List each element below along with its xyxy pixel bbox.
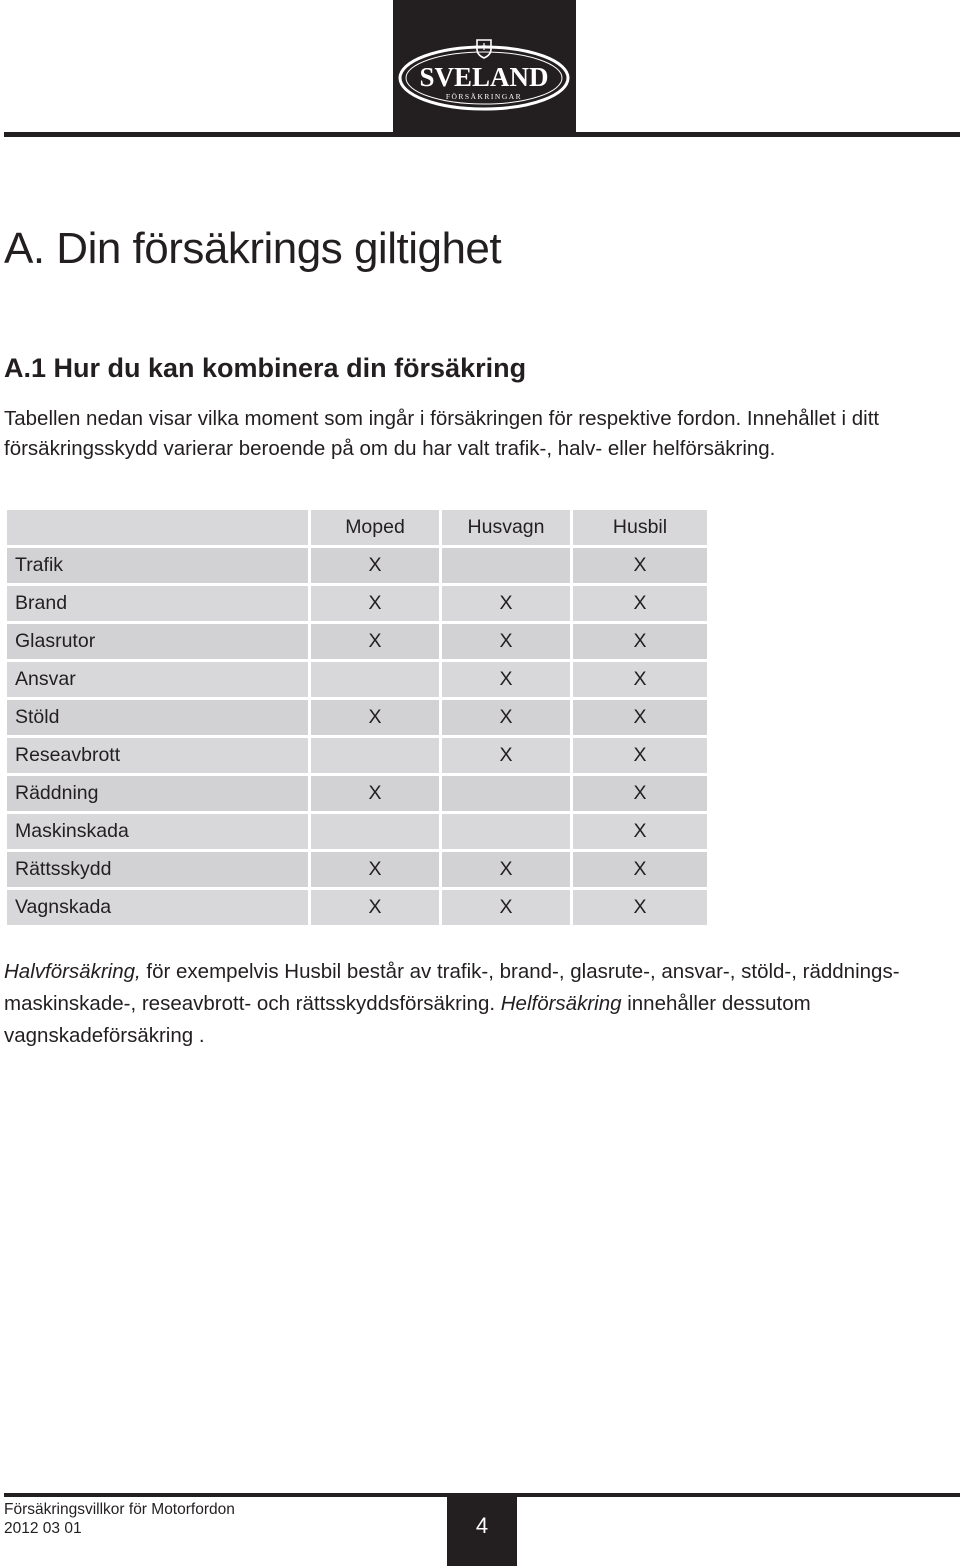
cell-husbil: X bbox=[573, 700, 707, 735]
footer-info bbox=[4, 1500, 235, 1538]
cell-husvagn bbox=[442, 814, 570, 849]
table-row bbox=[7, 662, 707, 697]
table-row bbox=[7, 890, 707, 925]
footer-date: 2012 03 01 bbox=[4, 1520, 82, 1537]
row-label: Brand bbox=[7, 586, 308, 621]
row-label: Maskinskada bbox=[7, 814, 308, 849]
cell-husbil: X bbox=[573, 624, 707, 659]
cell-husbil: X bbox=[573, 890, 707, 925]
table-row bbox=[7, 548, 707, 583]
cell-husvagn bbox=[442, 548, 570, 583]
row-label: Glasrutor bbox=[7, 624, 308, 659]
cell-husbil: X bbox=[573, 662, 707, 697]
cell-moped: X bbox=[311, 586, 439, 621]
table-row bbox=[7, 624, 707, 659]
column-header-husvagn: Husvagn bbox=[442, 510, 570, 545]
cell-moped: X bbox=[311, 700, 439, 735]
row-label: Räddning bbox=[7, 776, 308, 811]
table-row bbox=[7, 852, 707, 887]
cell-husvagn: X bbox=[442, 852, 570, 887]
cell-husvagn: X bbox=[442, 586, 570, 621]
cell-husbil: X bbox=[573, 586, 707, 621]
cell-husbil: X bbox=[573, 738, 707, 773]
row-label: Reseavbrott bbox=[7, 738, 308, 773]
table-row bbox=[7, 586, 707, 621]
logo-subtitle: FÖRSÄKRINGAR bbox=[445, 92, 523, 101]
row-label: Stöld bbox=[7, 700, 308, 735]
note-term-hel: Helförsäkring bbox=[500, 992, 622, 1015]
cell-moped bbox=[311, 814, 439, 849]
page-number: 4 bbox=[447, 1495, 517, 1566]
cell-moped: X bbox=[311, 890, 439, 925]
row-label: Ansvar bbox=[7, 662, 308, 697]
cell-husbil: X bbox=[573, 548, 707, 583]
cell-husvagn: X bbox=[442, 700, 570, 735]
coverage-note bbox=[4, 956, 954, 1052]
header-divider bbox=[4, 132, 960, 137]
note-term-halv: Halvförsäkring, bbox=[4, 960, 141, 983]
column-header-moped: Moped bbox=[311, 510, 439, 545]
table-corner-cell bbox=[7, 510, 308, 545]
note-text-2: innehåller dessutom vagnskadeförsäkring . bbox=[4, 992, 811, 1047]
note-text-1: för exempelvis Husbil består av trafik-, brand-, glasrute-, ansvar-, stöld-, räddnings- maskinskade-, reseavbrott- och rättsskyddsförsäkring. bbox=[4, 960, 900, 1015]
row-label: Vagnskada bbox=[7, 890, 308, 925]
cell-husbil: X bbox=[573, 814, 707, 849]
cell-moped: X bbox=[311, 624, 439, 659]
footer-document-title: Försäkringsvillkor för Motorfordon bbox=[4, 1501, 235, 1518]
page-title: A. Din försäkrings giltighet bbox=[4, 224, 502, 273]
table-row bbox=[7, 814, 707, 849]
cell-husvagn: X bbox=[442, 624, 570, 659]
cell-moped: X bbox=[311, 852, 439, 887]
cell-moped: X bbox=[311, 548, 439, 583]
table-row bbox=[7, 738, 707, 773]
cell-husbil: X bbox=[573, 776, 707, 811]
table-row bbox=[7, 776, 707, 811]
cell-husvagn: X bbox=[442, 738, 570, 773]
cell-moped bbox=[311, 738, 439, 773]
cell-husvagn: X bbox=[442, 890, 570, 925]
coverage-table bbox=[4, 507, 710, 928]
sveland-logo-mark bbox=[393, 0, 576, 134]
logo-name: SVELAND bbox=[419, 62, 549, 92]
section-heading: A.1 Hur du kan kombinera din försäkring bbox=[4, 353, 527, 383]
cell-husbil: X bbox=[573, 852, 707, 887]
table-row bbox=[7, 700, 707, 735]
intro-paragraph: Tabellen nedan visar vilka moment som ingår i försäkringen för respektive fordon. Innehållet i ditt försäkringsskydd varierar beroende på om du har valt trafik-, halv- eller helförsäkring. bbox=[4, 407, 880, 460]
cell-moped bbox=[311, 662, 439, 697]
cell-husvagn: X bbox=[442, 662, 570, 697]
table-header-row bbox=[7, 510, 707, 545]
row-label: Rättsskydd bbox=[7, 852, 308, 887]
row-label: Trafik bbox=[7, 548, 308, 583]
column-header-husbil: Husbil bbox=[573, 510, 707, 545]
cell-husvagn bbox=[442, 776, 570, 811]
brand-logo bbox=[393, 0, 576, 134]
cell-moped: X bbox=[311, 776, 439, 811]
